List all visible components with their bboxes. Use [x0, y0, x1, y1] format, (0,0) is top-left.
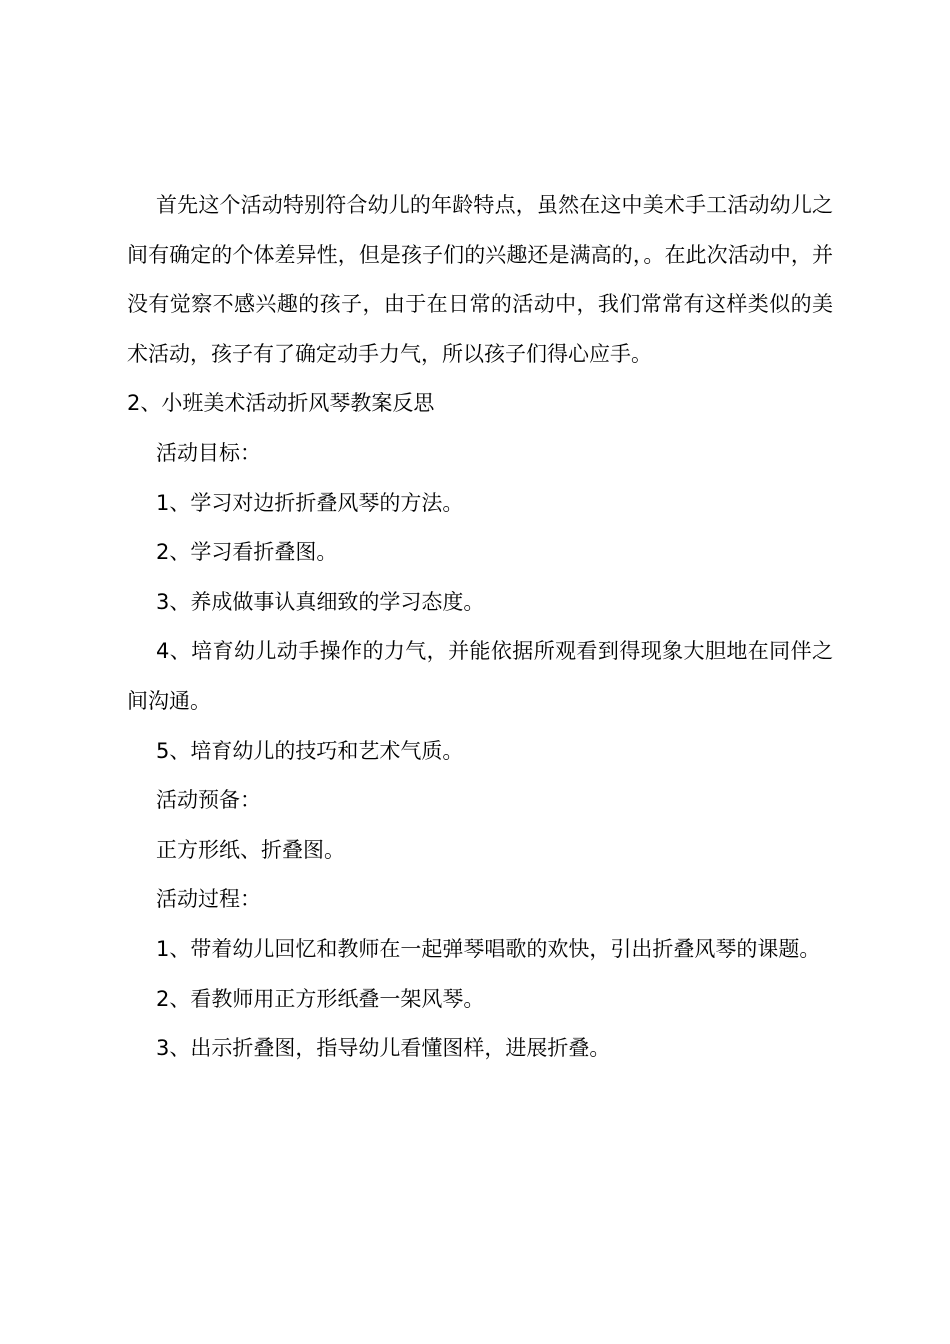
section-heading: 2、小班美术活动折风琴教案反思	[127, 391, 435, 416]
subheading-process: 活动过程：	[156, 887, 261, 912]
preparation-text: 正方形纸、折叠图。	[156, 837, 345, 862]
process-item-2: 2、看教师用正方形纸叠一架风琴。	[156, 986, 485, 1011]
subheading-goals: 活动目标：	[156, 440, 261, 465]
goal-item-2: 2、学习看折叠图。	[156, 540, 338, 565]
subheading-preparation: 活动预备：	[156, 788, 261, 813]
document-body	[127, 181, 833, 1074]
process-item-3: 3、出示折叠图，指导幼儿看懂图样，进展折叠。	[156, 1036, 611, 1061]
goal-item-5: 5、培育幼儿的技巧和艺术气质。	[156, 738, 464, 763]
paragraph-reflection-intro: 首先这个活动特别符合幼儿的年龄特点，虽然在这中美术手工活动幼儿之间有确定的个体差异性，但是孩子们的兴趣还是满高的，。在此次活动中，并没有觉察不感兴趣的孩子，由于在日常的活动中，我们常常有这样类似的美术活动，孩子有了确定动手力气，所以孩子们得心应手。	[127, 193, 833, 366]
goal-item-3: 3、养成做事认真细致的学习态度。	[156, 589, 485, 614]
goal-item-4: 4、培育幼儿动手操作的力气，并能依据所观看到得现象大胆地在同伴之间沟通。	[127, 639, 833, 713]
goal-item-1: 1、学习对边折折叠风琴的方法。	[156, 490, 464, 515]
process-item-1: 1、带着幼儿回忆和教师在一起弹琴唱歌的欢快，引出折叠风琴的课题。	[156, 936, 821, 961]
